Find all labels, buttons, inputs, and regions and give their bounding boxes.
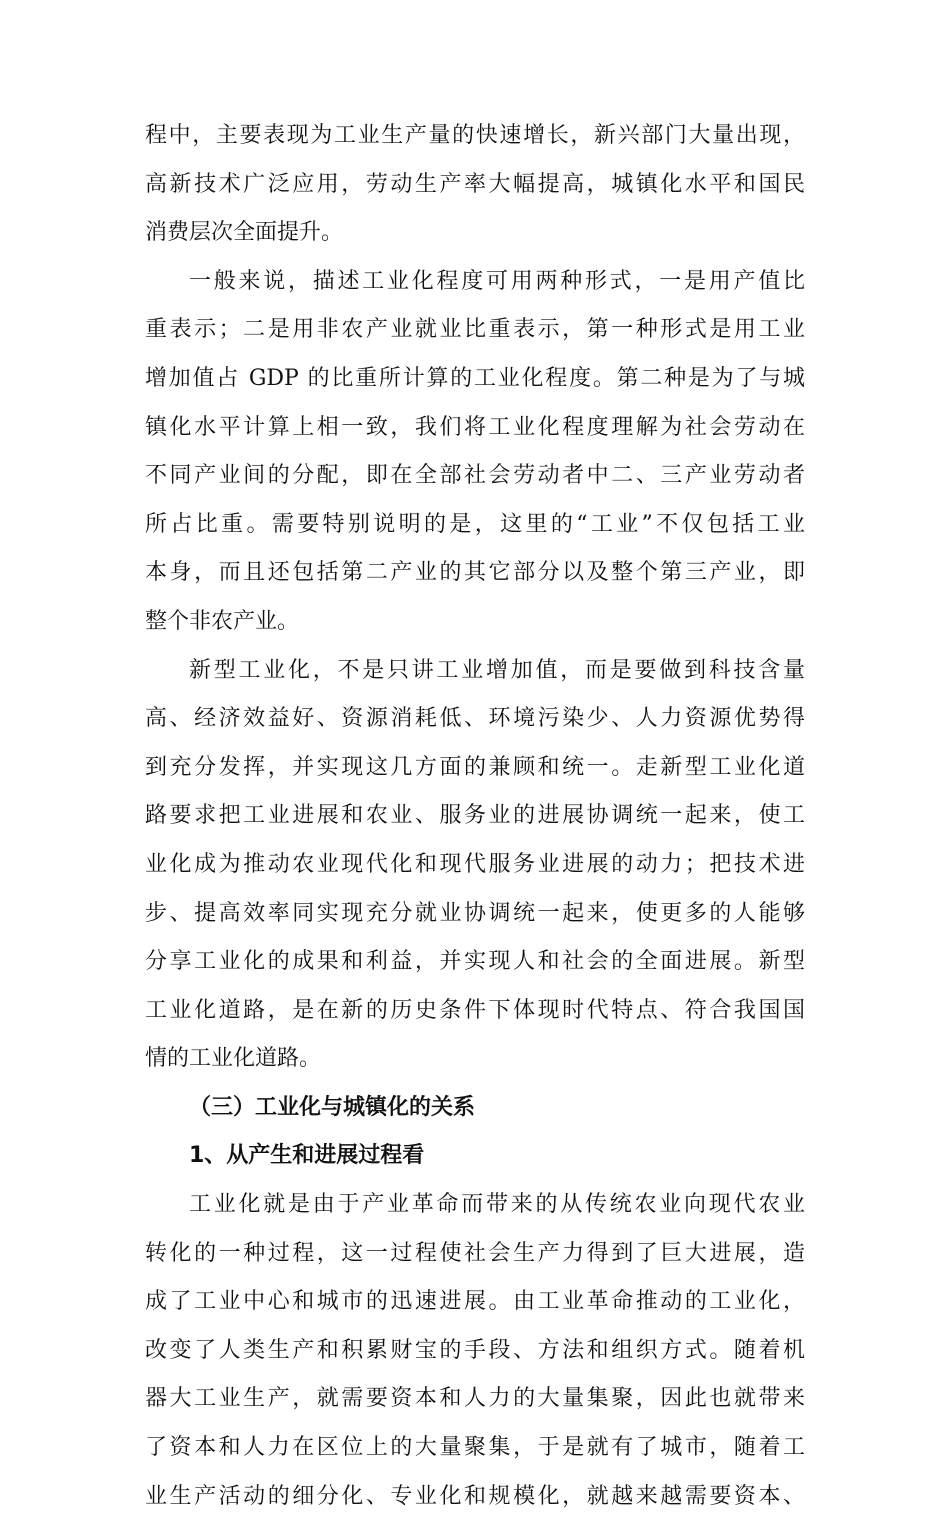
text-line: 镇化水平计算上相一致，我们将工业化程度理解为社会劳动在: [145, 414, 805, 440]
text-line: 业生产活动的细分化、专业化和规模化，就越来越需要资本、: [145, 1483, 805, 1509]
text-line: 程中，主要表现为工业生产量的快速增长，新兴部门大量出现，: [145, 123, 805, 148]
text-line: 了资本和人力在区位上的大量聚集，于是就有了城市，随着工: [145, 1435, 805, 1461]
text-line: 本身，而且还包括第二产业的其它部分以及整个第三产业，即: [145, 560, 805, 586]
text-line: 改变了人类生产和积累财宝的手段、方法和组织方式。随着机: [145, 1337, 805, 1363]
text-line: 所占比重。需要特别说明的是，这里的“工业”不仅包括工业: [145, 511, 805, 537]
text-line: 高、经济效益好、资源消耗低、环境污染少、人力资源优势得: [145, 706, 805, 732]
text-line: 不同产业间的分配，即在全部社会劳动者中二、三产业劳动者: [145, 463, 805, 489]
text-line: 成了工业中心和城市的迅速进展。由工业革命推动的工业化，: [145, 1289, 805, 1315]
text-line: 高新技术广泛应用，劳动生产率大幅提高，城镇化水平和国民: [145, 171, 805, 197]
text-line: 工业化道路，是在新的历史条件下体现时代特点、符合我国国: [145, 997, 805, 1023]
text-line: 业化成为推动农业现代化和现代服务业进展的动力；把技术进: [145, 851, 805, 877]
text-line: 转化的一种过程，这一过程使社会生产力得到了巨大进展，造: [145, 1240, 805, 1266]
text-line: 重表示；二是用非农产业就业比重表示，第一种形式是用工业: [145, 317, 805, 343]
text-line: 器大工业生产，就需要资本和人力的大量集聚，因此也就带来: [145, 1386, 805, 1412]
paragraph-first-line: 新型工业化，不是只讲工业增加值，而是要做到科技含量: [189, 657, 805, 683]
paragraph-first-line: 工业化就是由于产业革命而带来的从传统农业向现代农业: [189, 1192, 805, 1218]
text-line: 增加值占 GDP 的比重所计算的工业化程度。第二种是为了与城: [145, 365, 805, 391]
section-heading: （三）工业化与城镇化的关系: [189, 1094, 476, 1120]
text-line: 步、提高效率同实现充分就业协调统一起来，使更多的人能够: [145, 900, 805, 926]
paragraph-first-line: 一般来说，描述工业化程度可用两种形式，一是用产值比: [189, 268, 805, 294]
text-line: 路要求把工业进展和农业、服务业的进展协调统一起来，使工: [145, 803, 805, 829]
text-line: 消费层次全面提升。: [145, 220, 344, 246]
text-line: 情的工业化道路。: [145, 1046, 322, 1072]
text-line: 分享工业化的成果和利益，并实现人和社会的全面进展。新型: [145, 949, 805, 975]
document-body: [145, 112, 805, 1521]
text-line: 整个非农产业。: [145, 608, 300, 634]
text-line: 到充分发挥，并实现这几方面的兼顾和统一。走新型工业化道: [145, 754, 805, 780]
subsection-heading: 1、从产生和进展过程看: [189, 1143, 425, 1169]
